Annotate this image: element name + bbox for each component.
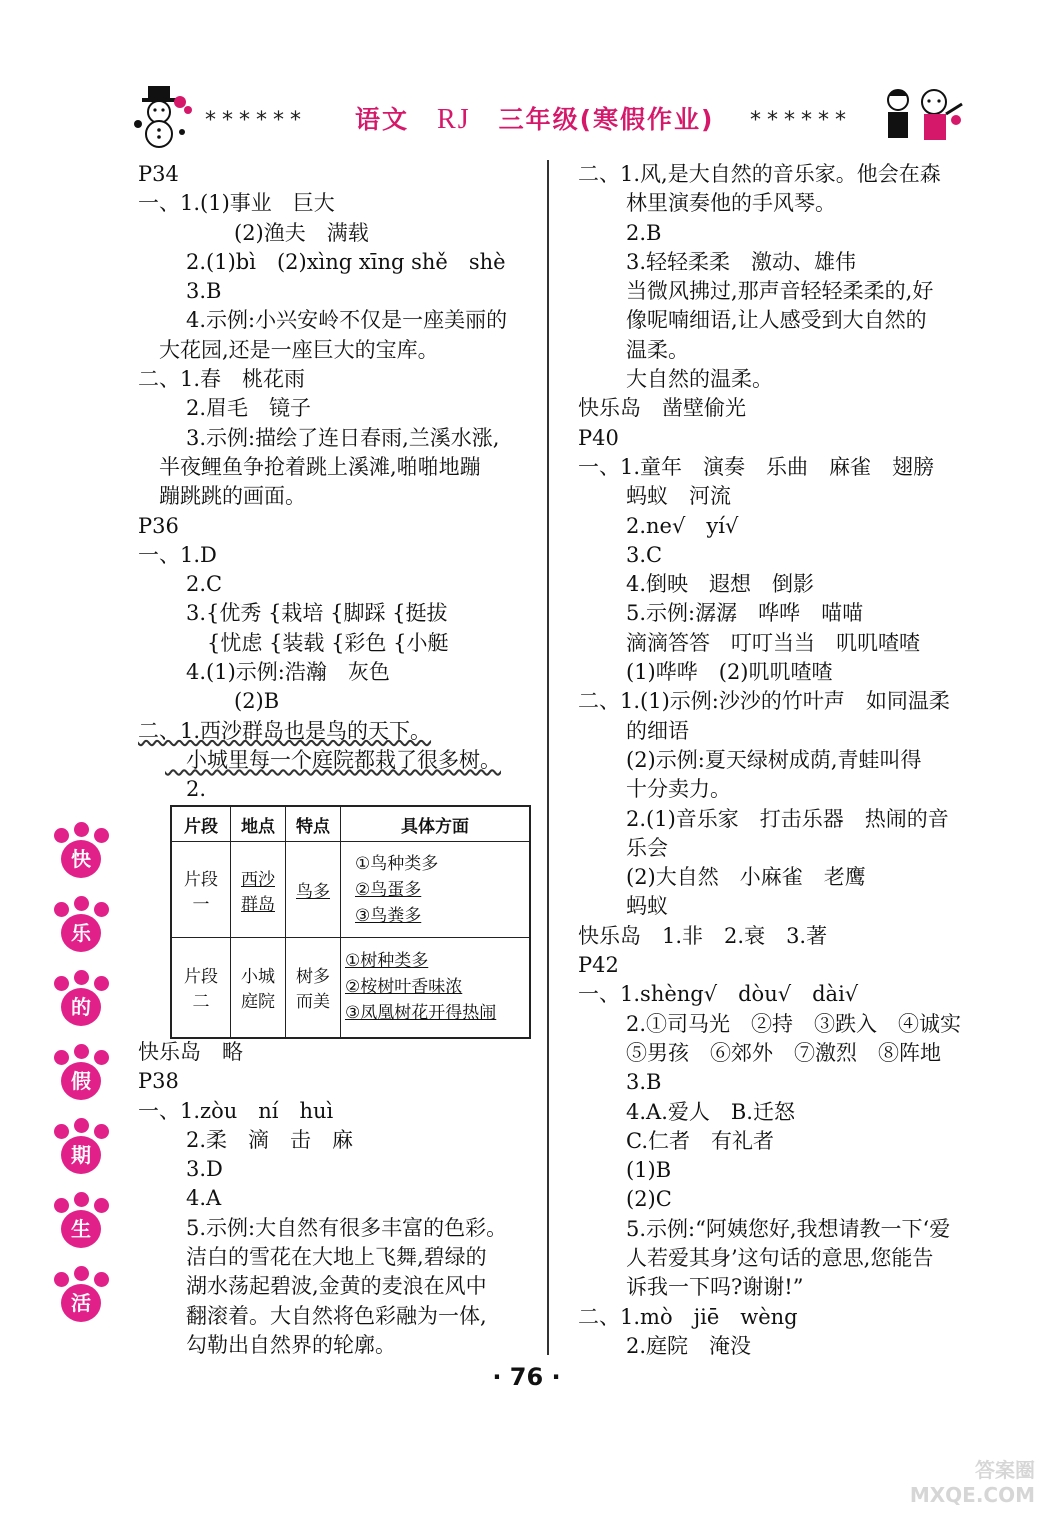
answer-line: 4.A — [165, 1186, 222, 1211]
table-row — [171, 938, 530, 1038]
side-char: 活 — [61, 1284, 101, 1322]
aspect-item: ①树种类多 — [345, 951, 429, 972]
header-title — [355, 100, 742, 136]
answer-line: P34 — [138, 162, 179, 186]
table-header: 地点 — [231, 806, 286, 842]
paw-print-icon — [50, 1192, 114, 1258]
answer-line: 3.示例:描绘了连日春雨,兰溪水涨, — [165, 425, 500, 450]
underlined-cell-text: 鸟多 — [296, 882, 330, 902]
answer-line: 2.C — [165, 572, 223, 597]
answer-line: (1)哗哗 (2)叽叽喳喳 — [605, 660, 833, 685]
answer-line: 的细语 — [605, 718, 689, 743]
table-header: 特点 — [286, 806, 341, 842]
section-heading: P42 — [578, 953, 619, 978]
answer-line: 2. — [165, 777, 207, 802]
answer-line: {忧虑 {装载 {彩色 {小艇 — [165, 630, 449, 655]
answer-line: ⑤男孩 ⑥郊外 ⑦激烈 ⑧阵地 — [605, 1040, 941, 1065]
watermark-logo: 答案圈 MXQE.COM — [909, 1458, 1035, 1507]
answer-line: 2.(1)音乐家 打击乐器 热闹的音 — [605, 806, 949, 831]
paw-print-icon — [50, 1266, 114, 1332]
section-heading: P40 — [578, 425, 619, 450]
answer-line: 大自然的温柔。 — [605, 367, 773, 392]
answer-line: 蚂蚁 — [605, 894, 668, 919]
side-char: 期 — [61, 1136, 101, 1174]
subject-label: 语文 — [355, 105, 410, 134]
answer-line: C.仁者 有礼者 — [605, 1128, 774, 1153]
answer-line: 4.示例:小兴安岭不仅是一座美丽的 — [165, 308, 508, 333]
paw-print-icon — [50, 1118, 114, 1184]
answer-line: (2)渔夫 满载 — [192, 220, 369, 245]
answer-line: 3.B — [165, 279, 222, 304]
answer-line: (2)大自然 小麻雀 老鹰 — [605, 865, 866, 890]
aspect-item: ②桉树叶香味浓 — [345, 977, 463, 998]
answer-line: 勾勒出自然界的轮廓。 — [165, 1332, 396, 1357]
answer-line: 林里演奏他的手风琴。 — [605, 191, 836, 216]
page-number: · 76 · — [492, 1363, 561, 1391]
answer-line — [138, 717, 538, 746]
paw-print-icon — [50, 822, 114, 888]
side-paw-banner — [50, 822, 114, 1340]
table-cell — [231, 842, 286, 938]
answer-line: 3.B — [605, 1070, 662, 1095]
fragment-table — [170, 805, 531, 1039]
aspect-item: ③鸟粪多 — [355, 905, 422, 926]
table-header-row — [171, 806, 530, 842]
underlined-sentence: 小城里每一个庭院都栽了很多树。 — [165, 747, 501, 772]
answer-line: 一、1.zòu ní huì — [138, 1098, 334, 1123]
paw-print-icon — [50, 970, 114, 1036]
answer-line: (2)示例:夏天绿树成荫,青蛙叫得 — [605, 747, 922, 772]
answer-line: 2.庭院 淹没 — [605, 1333, 752, 1358]
answer-line: 3.D — [165, 1157, 223, 1182]
section-heading: P36 — [138, 513, 179, 538]
paw-print-icon — [50, 896, 114, 962]
underlined-cell-text: 西沙群岛 — [241, 869, 275, 915]
column-divider — [547, 160, 549, 1355]
side-char: 快 — [61, 840, 101, 878]
answer-line: 4.A.爱人 B.迁怒 — [605, 1099, 795, 1124]
kids-decoration-right — [876, 84, 966, 148]
answer-line: 诉我一下吗?谢谢!” — [605, 1275, 804, 1300]
table-cell: 树多而美 — [286, 938, 341, 1038]
answer-line: 快乐岛 略 — [138, 1040, 243, 1064]
answer-line: 快乐岛 1.非 2.衰 3.著 — [578, 923, 828, 948]
answer-line: 一、1.D — [138, 542, 217, 567]
edition-label: RJ — [437, 104, 471, 135]
side-char: 生 — [61, 1210, 101, 1248]
answer-line: 一、1.(1)事业 巨大 — [138, 191, 335, 216]
answer-line: (2)C — [605, 1187, 672, 1212]
answer-line: 二、1.风,是大自然的音乐家。他会在森 — [578, 162, 941, 186]
answer-line: 3.C — [605, 542, 663, 567]
answer-line: (2)B — [192, 689, 280, 714]
answer-line: 4.(1)示例:浩瀚 灰色 — [165, 660, 390, 685]
answer-line: 人若爱其身’这句话的意思,您能告 — [605, 1245, 934, 1270]
answer-line: 一、1.童年 演奏 乐曲 麻雀 翅膀 — [578, 454, 935, 479]
table-cell: 片段二 — [171, 938, 231, 1038]
answer-line: 2.B — [605, 220, 662, 245]
answer-line: 2.(1)bì (2)xìng xīng shě shè — [165, 249, 506, 274]
answer-line: 5.示例:潺潺 哗哗 喵喵 — [605, 601, 864, 626]
aspect-item: ②鸟蛋多 — [355, 879, 422, 900]
side-char: 假 — [61, 1062, 101, 1100]
answer-line: 翻滚着。大自然将色彩融为一体, — [165, 1303, 487, 1328]
table-cell: 小城庭院 — [231, 938, 286, 1038]
table-row — [171, 842, 530, 938]
paw-print-icon — [50, 1044, 114, 1110]
grade-label: 三年级(寒假作业) — [498, 105, 715, 134]
answer-line: 蹦跳跳的画面。 — [138, 484, 306, 509]
aspect-item: ①鸟种类多 — [355, 853, 439, 874]
answer-line: 4.倒映 遐想 倒影 — [605, 572, 815, 597]
table-header: 片段 — [171, 806, 231, 842]
answer-line: 滴滴答答 叮叮当当 叽叽喳喳 — [605, 630, 920, 655]
answer-line: 温柔。 — [605, 337, 689, 362]
answer-line: 蚂蚁 河流 — [605, 484, 731, 509]
section-heading: P38 — [138, 1069, 179, 1094]
answer-line: 二、1.(1)示例:沙沙的竹叶声 如同温柔 — [578, 689, 950, 714]
answer-line: 半夜鲤鱼争抢着跳上溪滩,啪啪地蹦 — [138, 454, 481, 479]
left-column-lower — [138, 1038, 538, 1360]
table-cell — [286, 842, 341, 938]
answer-line — [138, 746, 538, 775]
answer-line: 5.示例:“阿姨您好,我想请教一下‘爱 — [605, 1216, 951, 1241]
snowman-decoration-left — [128, 84, 198, 148]
answer-line: 大花园,还是一座巨大的宝库。 — [138, 337, 439, 362]
answer-line: 2.ne√ yí√ — [605, 513, 739, 538]
side-char: 乐 — [61, 914, 101, 952]
side-char: 的 — [61, 988, 101, 1026]
answer-line: 一、1.shèng√ dòu√ dài√ — [578, 982, 859, 1007]
answer-line: 二、1.春 桃花雨 — [138, 367, 306, 392]
stars-left: ****** — [205, 108, 307, 133]
answer-line: (1)B — [605, 1158, 672, 1183]
aspect-item: ③凤凰树花开得热闹 — [345, 1003, 497, 1024]
right-column — [578, 160, 998, 1361]
underlined-sentence: 二、1.西沙群岛也是鸟的天下。 — [138, 718, 432, 743]
answer-line: 像呢喃细语,让人感受到大自然的 — [605, 308, 927, 333]
stars-right: ****** — [750, 108, 852, 133]
left-column — [138, 160, 538, 805]
answer-line: 二、1.mò jiē wèng — [578, 1304, 798, 1329]
table-cell — [341, 842, 531, 938]
answer-line: 快乐岛 凿壁偷光 — [578, 396, 746, 421]
answer-line: 湖水荡起碧波,金黄的麦浪在风中 — [165, 1274, 487, 1299]
answer-line: 2.眉毛 镜子 — [165, 396, 312, 421]
answer-line: 洁白的雪花在大地上飞舞,碧绿的 — [165, 1245, 487, 1270]
answer-line: 3.{优秀 {栽培 {脚踩 {挺拔 — [165, 601, 448, 626]
answer-line: 5.示例:大自然有很多丰富的色彩。 — [165, 1215, 508, 1240]
answer-line: 3.轻轻柔柔 激动、雄伟 — [605, 249, 857, 274]
answer-line: 2.柔 滴 击 麻 — [165, 1127, 354, 1152]
answer-line: 2.①司马光 ②持 ③跌入 ④诚实 — [605, 1011, 962, 1036]
answer-line: 乐会 — [605, 835, 668, 860]
table-header: 具体方面 — [341, 806, 531, 842]
answer-line: 当微风拂过,那声音轻轻柔柔的,好 — [605, 279, 934, 304]
table-cell — [341, 938, 531, 1038]
answer-line: 十分卖力。 — [605, 777, 731, 802]
table-cell: 片段一 — [171, 842, 231, 938]
